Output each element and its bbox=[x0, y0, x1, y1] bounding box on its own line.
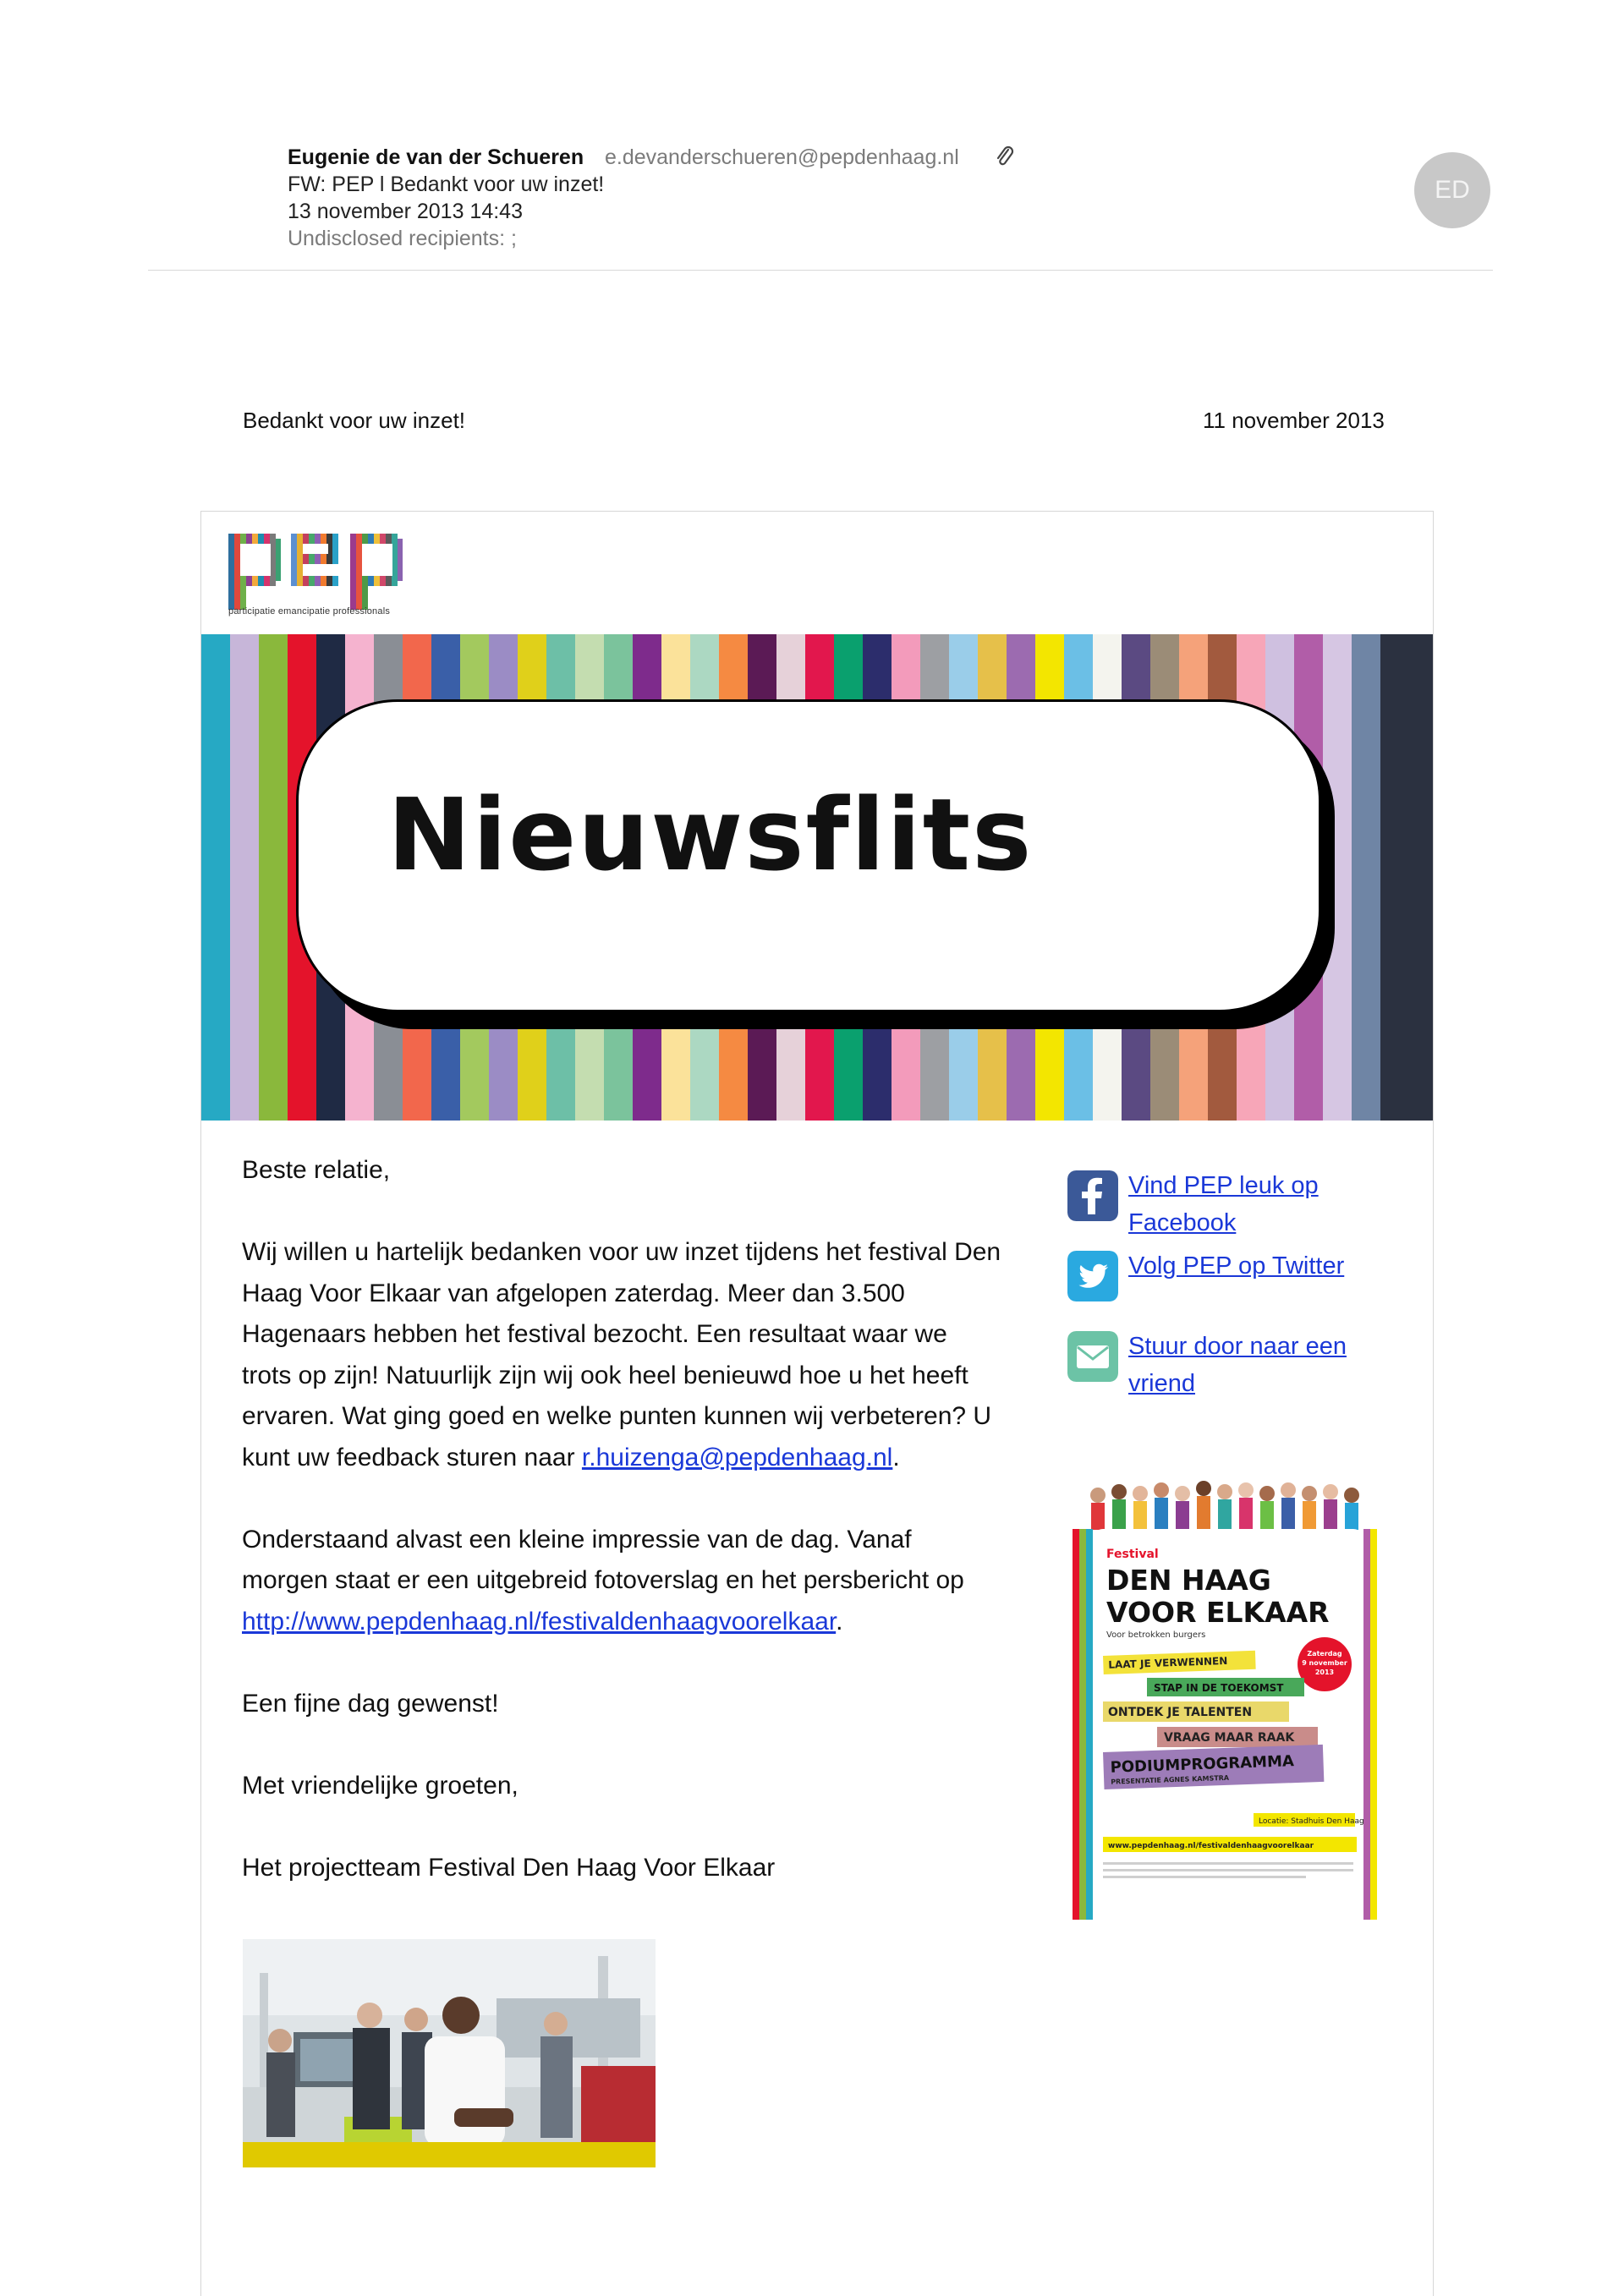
paragraph-impression: Onderstaand alvast een kleine impressie van de dag. Vanaf morgen staat er een uitgebreid fotoverslag en het persbericht op http://www.pepdenhaag.nl/festivaldenhaagvoorelkaar. bbox=[242, 1525, 964, 1636]
paragraph-thanks: Wij willen u hartelijk bedanken voor uw inzet tijdens het festival Den Haag Voor Elkaar van afgelopen zaterdag. Meer dan 3.500 Hagenaars hebben het festival bezocht. Een resultaat waar we trots op zijn! Natuurlijk zijn wij ook heel benieuwd hoe u het heeft ervaren. Wat ging goed en welke punten kunnen wij verbeteren? U kunt uw feedback sturen naar r.huizenga@pepdenhaag.nl. bbox=[242, 1238, 1001, 1471]
svg-text:Locatie: Stadhuis Den Haag: Locatie: Stadhuis Den Haag bbox=[1259, 1817, 1364, 1826]
to-value[interactable]: Undisclosed recipients: ; bbox=[288, 227, 517, 250]
poster-crowd bbox=[1090, 1481, 1359, 1530]
avatar[interactable]: ED bbox=[1414, 152, 1490, 228]
newsletter-frame bbox=[200, 511, 1434, 2296]
nieuwsflits-banner bbox=[201, 634, 1433, 1121]
festival-url-link[interactable]: http://www.pepdenhaag.nl/festivaldenhaagvoorelkaar bbox=[242, 1607, 837, 1636]
greeting: Beste relatie, bbox=[242, 1156, 391, 1184]
poster-title-1: DEN HAAG bbox=[1106, 1564, 1271, 1597]
facebook-icon[interactable] bbox=[1067, 1170, 1118, 1221]
subject-value: FW: PEP l Bedankt voor uw inzet! bbox=[288, 173, 605, 196]
twitter-link[interactable]: Volg PEP op Twitter bbox=[1128, 1252, 1345, 1280]
svg-text:LAAT JE VERWENNEN: LAAT JE VERWENNEN bbox=[1108, 1654, 1228, 1671]
festival-photo[interactable] bbox=[243, 1939, 656, 2167]
svg-text:9 november: 9 november bbox=[1302, 1659, 1347, 1667]
sender-email[interactable]: e.devanderschueren@pepdenhaag.nl bbox=[605, 145, 959, 169]
pep-logo[interactable] bbox=[227, 527, 447, 637]
forward-link[interactable]: Stuur door naar een vriend bbox=[1128, 1333, 1347, 1397]
facebook-link[interactable]: Vind PEP leuk op Facebook bbox=[1128, 1172, 1319, 1236]
poster-title-2: VOOR ELKAAR bbox=[1106, 1596, 1330, 1629]
svg-text:www.pepdenhaag.nl/festivaldenh: www.pepdenhaag.nl/festivaldenhaagvoorelkaar bbox=[1108, 1842, 1314, 1850]
date-value: 13 november 2013 14:43 bbox=[288, 200, 523, 223]
nieuwsflits-title: Nieuwsflits bbox=[387, 776, 1034, 893]
svg-text:2013: 2013 bbox=[1314, 1669, 1335, 1676]
closing: Met vriendelijke groeten, bbox=[242, 1771, 518, 1800]
svg-text:PRESENTATIE AGNES KAMSTRA: PRESENTATIE AGNES KAMSTRA bbox=[1111, 1773, 1230, 1786]
signature: Het projectteam Festival Den Haag Voor Elkaar bbox=[242, 1853, 776, 1882]
newsletter-body bbox=[242, 1150, 1003, 1888]
poster-festival-label: Festival bbox=[1106, 1548, 1159, 1561]
twitter-icon[interactable] bbox=[1067, 1251, 1118, 1301]
svg-text:Zaterdag: Zaterdag bbox=[1307, 1650, 1342, 1658]
paragraph-wishes: Een fijne dag gewenst! bbox=[242, 1689, 499, 1718]
feedback-email-link[interactable]: r.huizenga@pepdenhaag.nl bbox=[581, 1443, 893, 1471]
festival-poster[interactable] bbox=[1073, 1471, 1377, 1920]
svg-text:VRAAG MAAR RAAK: VRAAG MAAR RAAK bbox=[1164, 1731, 1295, 1745]
logo-tagline: participatie emancipatie professionals bbox=[228, 606, 391, 616]
sender-name[interactable]: Eugenie de van der Schueren bbox=[288, 145, 584, 169]
svg-text:STAP IN DE TOEKOMST: STAP IN DE TOEKOMST bbox=[1154, 1682, 1284, 1694]
paperclip-icon[interactable] bbox=[994, 144, 1016, 171]
svg-text:PODIUMPROGRAMMA: PODIUMPROGRAMMA bbox=[1110, 1752, 1295, 1777]
newsletter-date: 11 november 2013 bbox=[1203, 408, 1385, 433]
newsletter-title: Bedankt voor uw inzet! bbox=[243, 408, 466, 433]
svg-text:ONTDEK JE TALENTEN: ONTDEK JE TALENTEN bbox=[1108, 1706, 1253, 1719]
envelope-icon[interactable] bbox=[1067, 1331, 1118, 1382]
mail-header bbox=[148, 144, 1493, 271]
poster-subtitle: Voor betrokken burgers bbox=[1106, 1630, 1206, 1640]
